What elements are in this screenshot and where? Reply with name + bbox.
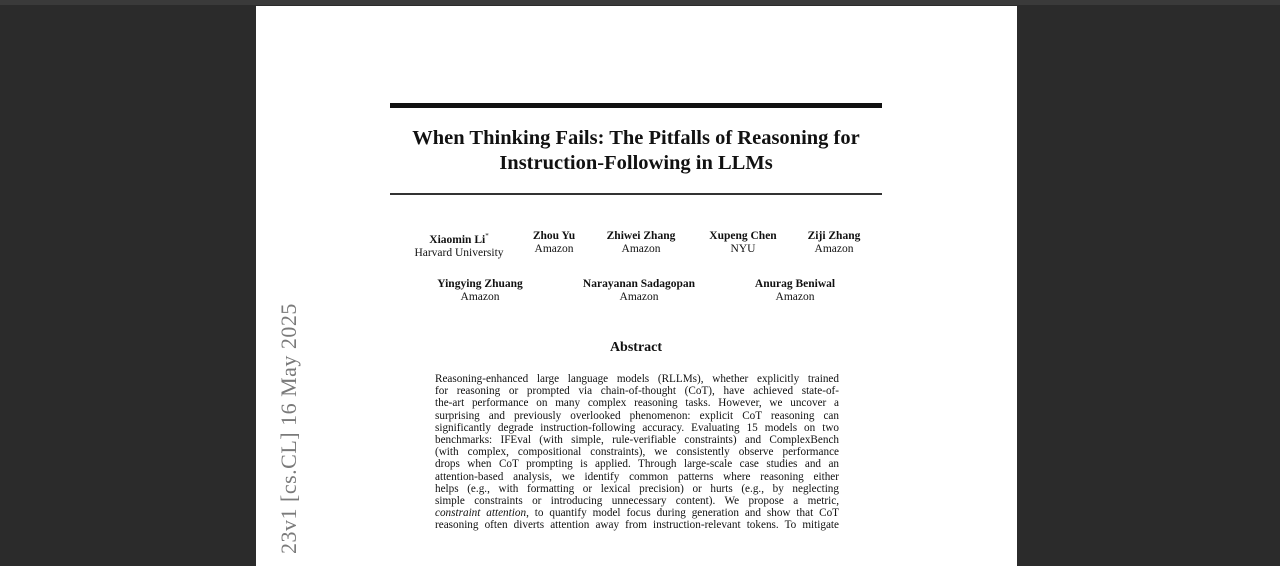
author-block: [796, 230, 872, 256]
title-line-1: When Thinking Fails: The Pitfalls of Reasoning for: [412, 127, 860, 149]
author-affiliation: Amazon: [621, 243, 661, 255]
author-name: Xupeng Chen: [709, 230, 777, 242]
author-block: [740, 278, 850, 304]
author-name: Zhou Yu: [532, 230, 576, 242]
abstract-line: surprising and previously overlooked phenomenon: explicit CoT reasoning can: [435, 409, 839, 422]
author-name: Ziji Zhang: [807, 230, 861, 242]
abstract-body: [435, 373, 839, 531]
arxiv-margin-identifier: 23v1 [cs.CL] 16 May 2025: [276, 303, 301, 554]
abstract-line: simple constraints or introducing unnecessary content). We propose a metric,: [435, 494, 839, 507]
abstract-line-italic: [435, 507, 839, 519]
abstract-line: the-art performance on many complex reasoning tasks. However, we uncover a: [435, 397, 839, 410]
author-block: [569, 278, 709, 304]
author-mark: *: [485, 232, 489, 240]
abstract-line: significantly degrade instruction-following accuracy. Evaluating 15 models on two: [435, 421, 839, 434]
abstract-line: helps (e.g., with formatting or lexical precision) or hurts (e.g., by neglecting: [435, 482, 839, 495]
author-name: Anurag Beniwal: [754, 278, 836, 290]
abstract-line: reasoning often diverts attention away from instruction-relevant tokens. To mitigate: [435, 519, 839, 532]
author-block: [596, 230, 686, 256]
author-affiliation: Amazon: [814, 243, 854, 255]
author-affiliation: NYU: [730, 243, 756, 255]
author-name: Xiaomin Li: [429, 233, 486, 246]
viewer-top-bar: [0, 0, 1280, 5]
italic-term: constraint attention: [435, 507, 527, 520]
author-block: [420, 278, 540, 304]
abstract-line: attention-based analysis, we identify common patterns where reasoning either: [435, 470, 839, 483]
abstract-heading: Abstract: [609, 340, 663, 355]
author-affiliation: Amazon: [460, 291, 500, 303]
author-block: [519, 230, 589, 256]
abstract-line: Reasoning-enhanced large language models (RLLMs), whether explicitly trained: [435, 373, 839, 385]
abstract-line: drops when CoT prompting is applied. Through large-scale case studies and an: [435, 458, 839, 471]
author-name: Zhiwei Zhang: [606, 230, 676, 242]
author-affiliation: Amazon: [619, 291, 659, 303]
abstract-line: benchmarks: IFEval (with simple, rule-verifiable constraints) and ComplexBench: [435, 433, 839, 446]
pdf-page: [256, 6, 1017, 566]
abstract-line: (with complex, compositional constraints), we consistently observe performance: [435, 446, 839, 459]
title-bottom-rule: [390, 193, 882, 195]
author-affiliation: Amazon: [534, 243, 574, 255]
abstract-line-rest: , to quantify model focus during generation and show that CoT: [526, 507, 839, 520]
title-line-2: Instruction-Following in LLMs: [499, 152, 773, 174]
abstract-line: for reasoning or prompted via chain-of-thought (CoT), have achieved state-of-: [435, 385, 839, 398]
author-affiliation: Harvard University: [414, 246, 504, 259]
author-name: Narayanan Sadagopan: [582, 278, 696, 290]
paper-title: [390, 126, 882, 176]
author-block: [696, 230, 790, 256]
title-top-rule: [390, 103, 882, 108]
author-name: Yingying Zhuang: [437, 278, 523, 290]
author-affiliation: Amazon: [775, 291, 815, 303]
author-block: [399, 230, 519, 260]
